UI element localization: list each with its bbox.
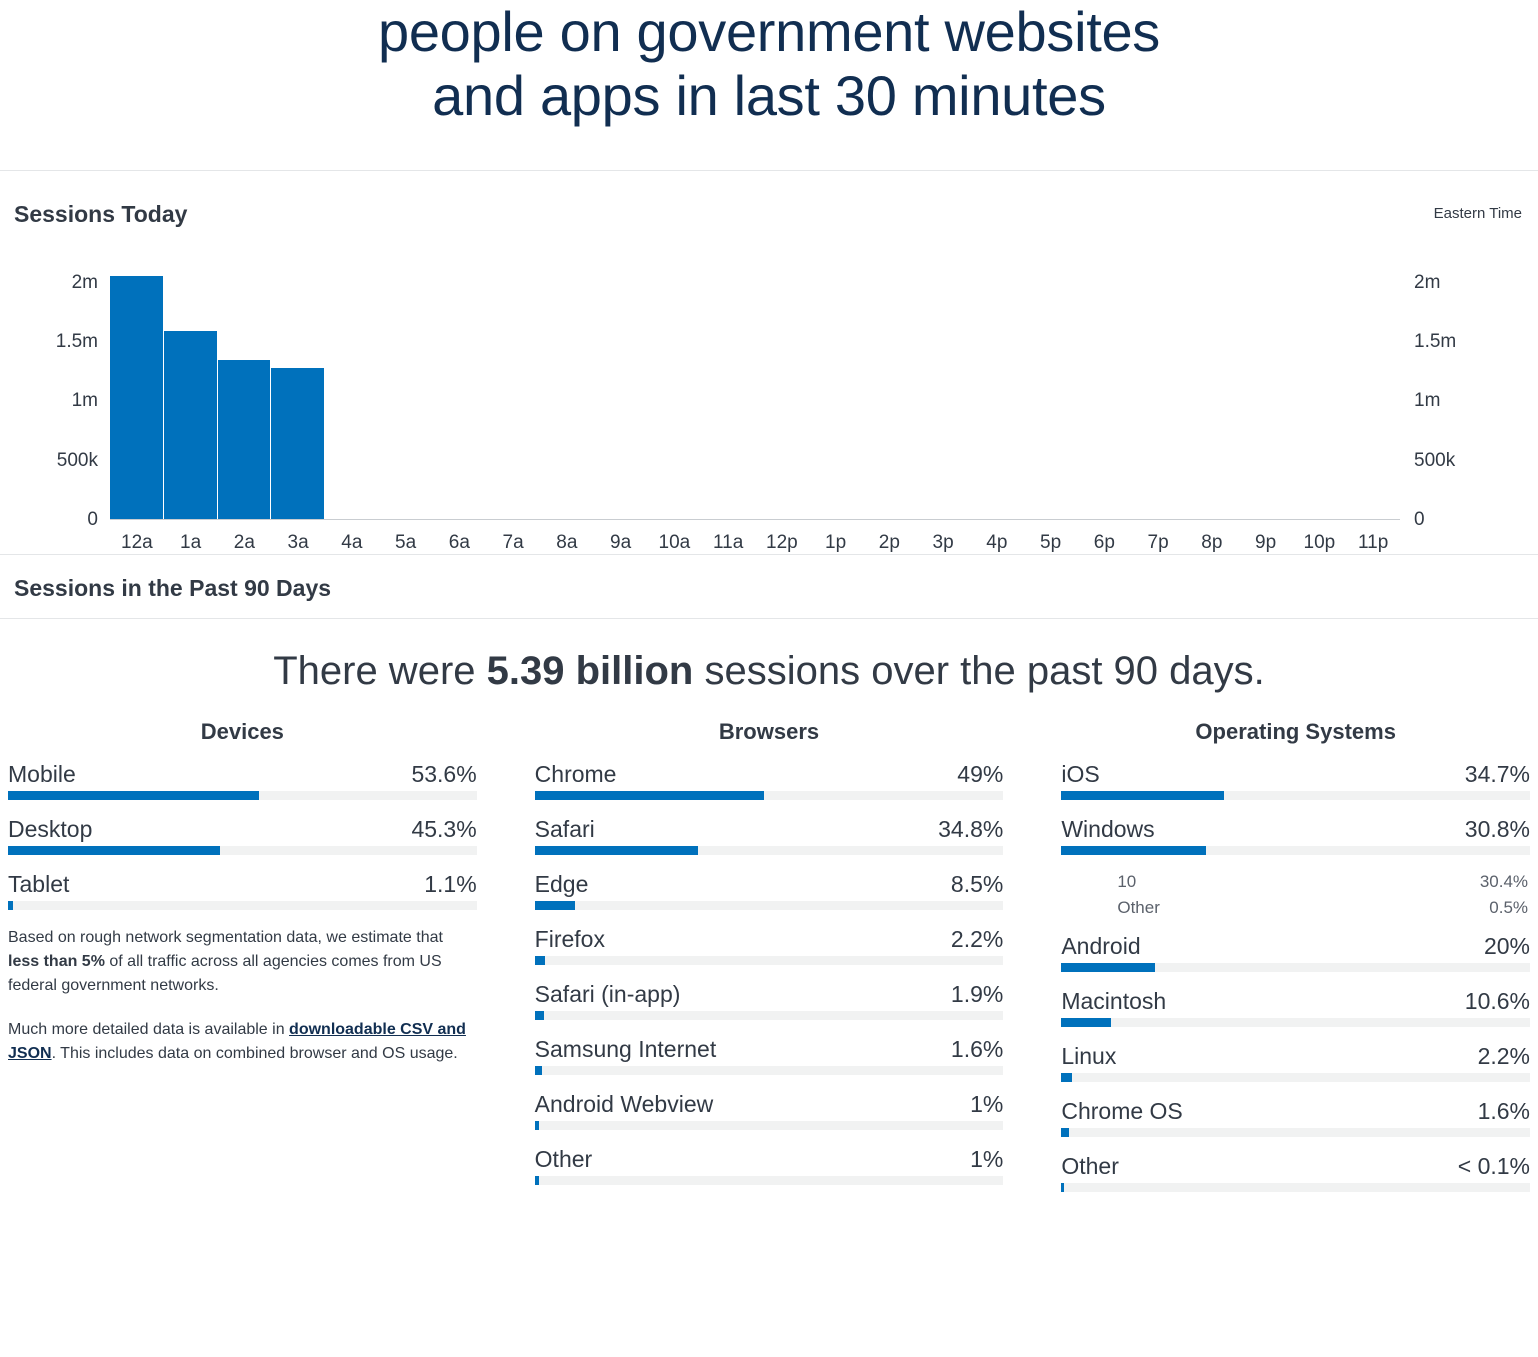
breakdown-row-label: Samsung Internet	[534, 1035, 717, 1062]
breakdown-row-label: Safari (in-app)	[534, 980, 681, 1007]
breakdown-row-header	[8, 761, 477, 791]
breakdown-row-fill	[8, 901, 13, 910]
breakdown-row	[1061, 931, 1530, 972]
page-title-line2: and apps in last 30 minutes	[432, 63, 1106, 127]
note-network-suffix: of all traffic across all agencies comes from US federal government networks.	[8, 952, 442, 994]
y-tick-right: 0	[1414, 508, 1425, 530]
breakdown-row-track	[1061, 1073, 1530, 1082]
y-tick-right: 500k	[1414, 449, 1456, 471]
x-tick-label: 10p	[1303, 531, 1336, 553]
x-tick-label: 4a	[341, 531, 363, 553]
y-tick-left: 0	[87, 508, 98, 530]
breakdown-row-fill	[535, 1176, 540, 1185]
x-axis-tick-labels	[110, 532, 1400, 554]
page-title-line1: people on government websites	[377, 0, 1161, 63]
x-tick-label: 9p	[1255, 531, 1277, 553]
breakdown-row-value: 49%	[957, 760, 1004, 787]
breakdown-subrow-value: 0.5%	[1489, 897, 1529, 917]
bar-slot[interactable]	[486, 254, 540, 520]
breakdown-row-value: 53.6%	[411, 760, 477, 787]
breakdown-row-label: Edge	[534, 870, 589, 897]
bar[interactable]	[110, 276, 164, 520]
page-header	[0, 0, 1538, 179]
x-tick-label: 6p	[1093, 531, 1115, 553]
breakdown-row-track	[1061, 846, 1530, 855]
breakdown-row-header	[8, 871, 477, 901]
past-90-days-title: Sessions in the Past 90 Days	[14, 574, 332, 601]
bar-slot[interactable]	[701, 254, 755, 520]
y-tick-left: 500k	[56, 449, 98, 471]
bar-slot[interactable]	[1346, 254, 1400, 520]
breakdown-row-label: Firefox	[534, 925, 605, 952]
x-tick-label: 8a	[556, 531, 578, 553]
breakdown-row-label: Other	[534, 1145, 593, 1172]
bar-slot[interactable]	[1293, 254, 1347, 520]
breakdown-row-fill	[1061, 1128, 1068, 1137]
spacer	[1061, 921, 1530, 931]
breakdown-row-value: 10.6%	[1464, 987, 1531, 1014]
breakdown-row	[8, 814, 477, 855]
x-tick-label: 12p	[766, 531, 798, 553]
breakdown-row-value: < 0.1%	[1457, 1152, 1531, 1179]
breakdown-row-label: Safari	[534, 815, 595, 842]
breakdown-row-header	[1061, 1153, 1530, 1183]
divider-90	[0, 618, 1538, 619]
x-tick-label: 6a	[448, 531, 470, 553]
breakdown-row-header	[535, 926, 1004, 956]
browsers-rows	[535, 759, 1004, 1185]
breakdown-row-label: Desktop	[8, 815, 93, 842]
sessions-today-panel	[0, 179, 1538, 554]
breakdown-row-fill	[535, 1121, 540, 1130]
x-tick-label: 7a	[502, 531, 524, 553]
bar-slot[interactable]	[110, 254, 164, 520]
breakdown-row-label: Linux	[1061, 1042, 1117, 1069]
x-axis-line	[110, 519, 1400, 520]
breakdown-row-header	[535, 816, 1004, 846]
x-tick-label: 2p	[878, 531, 900, 553]
x-tick-label: 10a	[658, 531, 691, 553]
breakdown-row-fill	[1061, 1018, 1111, 1027]
breakdown-row-value: 1.9%	[950, 980, 1004, 1007]
bar-slot[interactable]	[1024, 254, 1078, 520]
header-divider	[0, 170, 1538, 171]
breakdown-row-header	[1061, 1098, 1530, 1128]
breakdown-row-track	[1061, 1128, 1530, 1137]
bar-slot[interactable]	[1239, 254, 1293, 520]
breakdown-row-fill	[535, 791, 765, 800]
x-tick-label: 11p	[1357, 531, 1389, 553]
breakdown-row-track	[535, 846, 1004, 855]
breakdown-subrow-value: 30.4%	[1479, 871, 1529, 891]
breakdown-row-value: 45.3%	[411, 815, 477, 842]
x-tick-label: 3p	[932, 531, 954, 553]
devices-rows	[8, 759, 477, 910]
x-tick-label: 11a	[712, 531, 744, 553]
breakdown-row-value: 1%	[970, 1145, 1004, 1172]
breakdown-row-value: 2.2%	[950, 925, 1004, 952]
breakdown-row-value: 34.7%	[1464, 760, 1531, 787]
y-tick-left: 2m	[71, 272, 98, 294]
breakdown-row-track	[535, 901, 1004, 910]
x-tick-label: 5p	[1040, 531, 1062, 553]
breakdown-row-header	[1061, 988, 1530, 1018]
browsers-title: Browsers	[718, 718, 820, 744]
devices-title: Devices	[200, 718, 284, 744]
breakdown-row-value: 8.5%	[950, 870, 1004, 897]
page-title	[0, 0, 1538, 128]
breakdown-row-track	[1061, 963, 1530, 972]
breakdown-row-header	[535, 761, 1004, 791]
breakdown-row-header	[1061, 933, 1530, 963]
breakdown-row	[8, 759, 477, 800]
breakdown-row-label: Android Webview	[534, 1090, 714, 1117]
x-tick-label: 1p	[825, 531, 847, 553]
breakdown-row-fill	[535, 1011, 544, 1020]
breakdown-row	[1061, 1096, 1530, 1137]
breakdown-row-header	[8, 816, 477, 846]
breakdown-row	[1061, 814, 1530, 931]
breakdown-row-track	[535, 1121, 1004, 1130]
breakdown-row-header	[535, 1146, 1004, 1176]
breakdown-row-value: 30.8%	[1464, 815, 1531, 842]
x-tick-label: 5a	[395, 531, 417, 553]
breakdown-row	[535, 924, 1004, 965]
breakdown-row-header	[535, 981, 1004, 1011]
download-csv-json-link[interactable]: downloadable CSV and JSON	[8, 1020, 466, 1062]
plot-area	[110, 254, 1400, 520]
x-tick-label: 3a	[287, 531, 309, 553]
breakdown-row-track	[1061, 791, 1530, 800]
breakdown-row-fill	[8, 791, 259, 800]
bar-slot[interactable]	[970, 254, 1024, 520]
breakdown-subrow-label: 10	[1117, 871, 1137, 891]
breakdown-row	[1061, 1041, 1530, 1082]
breakdown-row-value: 1.1%	[424, 870, 477, 897]
bar-slot[interactable]	[809, 254, 863, 520]
breakdown-row	[535, 814, 1004, 855]
bar-slot[interactable]	[540, 254, 594, 520]
sentence-suffix: sessions over the past 90 days.	[693, 648, 1265, 693]
x-tick-label: 7p	[1147, 531, 1169, 553]
breakdown-row-fill	[1061, 791, 1224, 800]
breakdown-row-value: 1.6%	[1477, 1097, 1531, 1124]
bar-slot[interactable]	[433, 254, 487, 520]
bar-slot[interactable]	[1078, 254, 1132, 520]
y-tick-left: 1m	[71, 390, 98, 412]
operating-systems-column	[1061, 719, 1530, 1206]
breakdown-row	[1061, 986, 1530, 1027]
bar-slot[interactable]	[863, 254, 917, 520]
breakdown-row-label: Android	[1061, 932, 1141, 959]
breakdown-row-fill	[535, 1066, 542, 1075]
breakdown-row-track	[535, 1011, 1004, 1020]
operating-systems-rows	[1061, 759, 1530, 1192]
breakdown-row-header	[535, 871, 1004, 901]
breakdown-subrow	[1061, 895, 1530, 921]
y-tick-right: 1.5m	[1414, 331, 1457, 353]
bar-slot[interactable]	[164, 254, 218, 520]
breakdown-row-label: iOS	[1061, 760, 1100, 787]
breakdown-row-fill	[1061, 1073, 1071, 1082]
bar-slot[interactable]	[1131, 254, 1185, 520]
breakdown-row	[535, 979, 1004, 1020]
bar-slot[interactable]	[218, 254, 272, 520]
breakdown-row-value: 1%	[970, 1090, 1004, 1117]
sentence-total-value: 5.39 billion	[486, 648, 694, 693]
x-tick-label: 1a	[180, 531, 202, 553]
breakdown-row-track	[1061, 1183, 1530, 1192]
x-tick-label: 12a	[121, 531, 153, 553]
breakdown-row-track	[535, 956, 1004, 965]
bar-series	[110, 254, 1400, 520]
breakdown-row-fill	[1061, 963, 1155, 972]
devices-note-download	[8, 1018, 477, 1066]
x-tick-label: 2a	[233, 531, 255, 553]
browsers-column	[535, 719, 1004, 1206]
bar[interactable]	[218, 360, 272, 520]
breakdown-row-track	[535, 1066, 1004, 1075]
bar-slot[interactable]	[379, 254, 433, 520]
breakdown-row-fill	[8, 846, 220, 855]
breakdown-row-value: 1.6%	[950, 1035, 1004, 1062]
breakdown-row-label: Mobile	[8, 760, 76, 787]
breakdown-row-track	[535, 1176, 1004, 1185]
breakdown-row-header	[1061, 816, 1530, 846]
breakdown-row	[535, 1144, 1004, 1185]
breakdown-row-fill	[535, 956, 545, 965]
breakdown-columns	[0, 705, 1538, 1206]
breakdown-row-track	[1061, 1018, 1530, 1027]
bar[interactable]	[164, 331, 218, 520]
bar[interactable]	[271, 368, 325, 519]
breakdown-row	[8, 869, 477, 910]
breakdown-row-header	[535, 1036, 1004, 1066]
breakdown-row-track	[8, 846, 477, 855]
x-tick-label: 4p	[986, 531, 1008, 553]
breakdown-row-value: 20%	[1483, 932, 1531, 959]
breakdown-row	[535, 1034, 1004, 1075]
breakdown-row-label: Other	[1061, 1152, 1119, 1179]
y-tick-right: 2m	[1414, 272, 1441, 294]
operating-systems-title: Operating Systems	[1195, 718, 1396, 744]
note-download-suffix: . This includes data on combined browser and OS usage.	[51, 1044, 458, 1062]
breakdown-row-track	[8, 901, 477, 910]
breakdown-row-label: Macintosh	[1061, 987, 1167, 1014]
breakdown-row-label: Chrome	[534, 760, 617, 787]
x-tick-label: 8p	[1201, 531, 1223, 553]
breakdown-subrow-label: Other	[1117, 897, 1160, 917]
bar-slot[interactable]	[755, 254, 809, 520]
sessions-today-chart	[14, 254, 1524, 554]
timezone-label: Eastern Time	[1433, 204, 1522, 222]
breakdown-row-fill	[1061, 846, 1205, 855]
breakdown-row-value: 2.2%	[1477, 1042, 1531, 1069]
breakdown-row-header	[535, 1091, 1004, 1121]
bar-slot[interactable]	[271, 254, 325, 520]
devices-column	[8, 719, 477, 1206]
breakdown-row-label: Tablet	[8, 870, 70, 897]
breakdown-row-track	[8, 791, 477, 800]
x-tick-label: 9a	[610, 531, 632, 553]
devices-note-network	[8, 926, 477, 998]
note-network-emphasis: less than 5%	[8, 952, 105, 970]
breakdown-row-fill	[1061, 1183, 1064, 1192]
bar-slot[interactable]	[1185, 254, 1239, 520]
breakdown-row	[1061, 759, 1530, 800]
breakdown-row-value: 34.8%	[938, 815, 1004, 842]
y-tick-right: 1m	[1414, 390, 1441, 412]
bar-slot[interactable]	[594, 254, 648, 520]
breakdown-row	[535, 759, 1004, 800]
sentence-prefix: There were	[273, 648, 487, 693]
breakdown-subrow	[1061, 869, 1530, 895]
total-sessions-sentence	[0, 647, 1538, 695]
note-download-prefix: Much more detailed data is available in	[8, 1020, 290, 1038]
past-90-days-panel	[0, 555, 1538, 618]
breakdown-row	[535, 1089, 1004, 1130]
bar-slot[interactable]	[325, 254, 379, 520]
breakdown-row-fill	[535, 846, 698, 855]
bar-slot[interactable]	[648, 254, 702, 520]
sessions-today-title: Sessions Today	[14, 200, 188, 227]
breakdown-row-fill	[535, 901, 575, 910]
bar-slot[interactable]	[916, 254, 970, 520]
note-network-prefix: Based on rough network segmentation data, we estimate that	[8, 928, 443, 946]
breakdown-row-label: Chrome OS	[1061, 1097, 1183, 1124]
breakdown-row-label: Windows	[1061, 815, 1155, 842]
breakdown-row-header	[1061, 761, 1530, 791]
breakdown-row-track	[535, 791, 1004, 800]
breakdown-row-header	[1061, 1043, 1530, 1073]
y-tick-left: 1.5m	[55, 331, 98, 353]
breakdown-row	[1061, 1151, 1530, 1192]
breakdown-row	[535, 869, 1004, 910]
